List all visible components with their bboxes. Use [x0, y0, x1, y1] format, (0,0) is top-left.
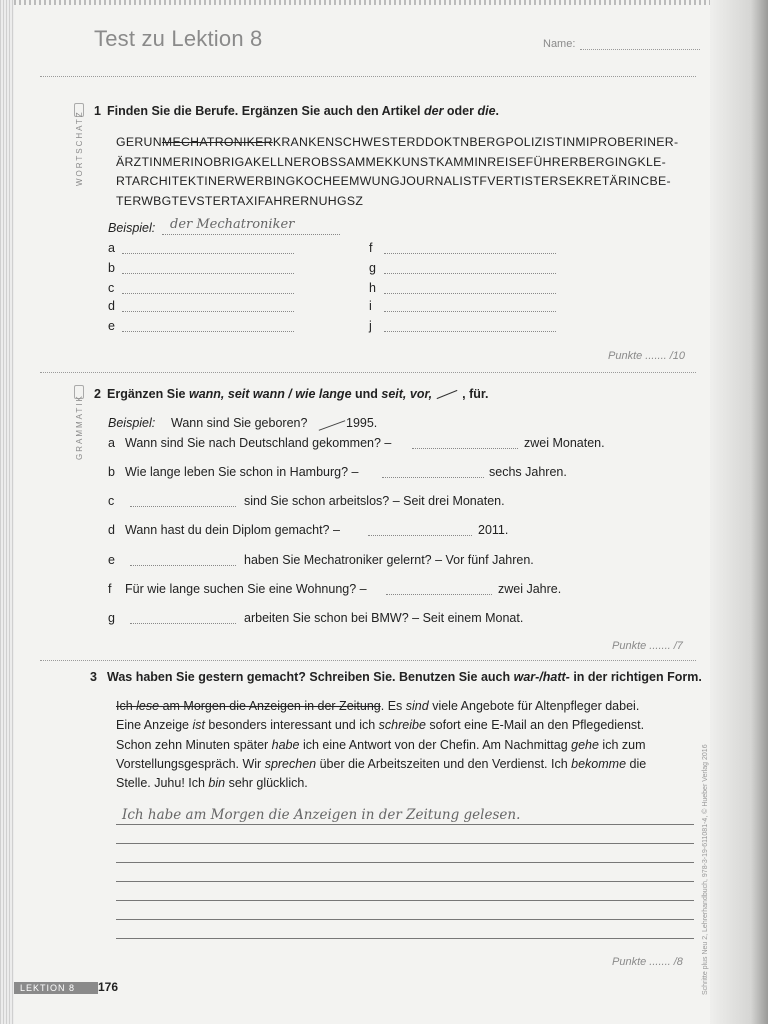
item-g-text: arbeiten Sie schon bei BMW? – Seit einem Monat.: [244, 611, 524, 625]
example-label: Beispiel:: [108, 416, 156, 430]
footer-lektion-badge: LEKTION 8: [14, 982, 98, 994]
writing-line-5[interactable]: [116, 900, 694, 901]
item-b-end: sechs Jahren.: [489, 465, 567, 479]
answer-line-d[interactable]: [122, 311, 294, 312]
para-line-1: [116, 697, 646, 716]
item-e-text: haben Sie Mechatroniker gelernt? – Vor fünf Jahren.: [244, 553, 534, 567]
example-dash-mark: [319, 420, 346, 431]
blank-g[interactable]: [130, 623, 236, 624]
grid-crossed-word: MECHATRONIKER: [161, 135, 273, 149]
para-line-4: [116, 755, 646, 774]
grid-pre: GERUN: [116, 135, 162, 149]
verb-sind: sind: [405, 699, 429, 713]
instr-end: in der richtigen Form.: [569, 670, 702, 684]
copyright-notice: Schritte plus Neu 2, Lehrerhandbuch, 978-3-19-611081-4, © Hueber Verlag 2016: [702, 744, 709, 995]
grid-rest: KRANKENSCHWESTERDDOKTNBERGPOLIZISTINMIPROBERINER-: [272, 135, 679, 149]
exercise-1-instruction: [107, 104, 499, 118]
answer-line-h[interactable]: [384, 293, 556, 294]
verb-ist: ist: [192, 718, 205, 733]
letter-j: j: [369, 319, 372, 333]
t: Stelle. Juhu! Ich: [116, 776, 209, 791]
letter-f: f: [369, 241, 373, 255]
answer-line-g[interactable]: [384, 273, 556, 274]
writing-line-2[interactable]: [116, 843, 694, 844]
exercise-3-paragraph: [116, 697, 646, 793]
name-label: Name:: [543, 38, 576, 50]
letter-g: g: [369, 261, 376, 275]
verb-lese: lese: [136, 699, 160, 713]
blank-a[interactable]: [412, 448, 518, 449]
exercise-3-number: 3: [90, 670, 97, 684]
t: ich eine Antwort von der Chefin. Am Nachmittag: [299, 737, 572, 752]
item-letter: f: [108, 582, 112, 596]
para-line-5: [116, 774, 646, 793]
letter-a: a: [108, 241, 115, 255]
item-a-end: zwei Monaten.: [524, 436, 605, 450]
t: sofort eine E-Mail an den Pflegedienst.: [425, 718, 645, 733]
letter-b: b: [108, 261, 115, 275]
letter-i: i: [369, 299, 372, 313]
strike-slash: [437, 390, 458, 399]
exercise-2-number: 2: [94, 387, 101, 401]
item-b-question: Wie lange leben Sie schon in Hamburg? –: [125, 465, 359, 479]
t: viele Angebote für Altenpfleger dabei.: [428, 699, 640, 713]
right-page-shadow: [710, 0, 768, 1024]
item-f-end: zwei Jahre.: [498, 582, 562, 596]
blank-e[interactable]: [130, 565, 236, 566]
page-title: Test zu Lektion 8: [94, 26, 263, 51]
writing-line-7[interactable]: [116, 938, 694, 939]
example-handwritten-answer: der Mechatroniker: [170, 217, 295, 232]
t: Vorstellungsgespräch. Wir: [116, 756, 265, 771]
t: Schon zehn Minuten später: [116, 737, 272, 752]
item-d-question: Wann hast du dein Diplom gemacht? –: [125, 523, 340, 537]
exercise-3-instruction: [107, 670, 702, 684]
side-label-wortschatz: WORTSCHATZ: [75, 110, 84, 186]
item-letter: d: [108, 523, 115, 537]
t: . Es: [380, 699, 406, 713]
letter-c: c: [108, 281, 115, 295]
verb-sprechen: sprechen: [264, 756, 317, 771]
letter-h: h: [369, 281, 376, 295]
top-dotted-border: [14, 0, 710, 5]
instr-der: der: [423, 104, 444, 118]
example-question: Wann sind Sie geboren?: [171, 416, 308, 430]
instr-die: die: [477, 104, 496, 118]
grid-line-2: ÄRZTINMERINOBRIGAKELLNEROBSSAMMEKKUNSTKAMMINREISEFÜHRERBERGINGKLE-: [116, 154, 667, 169]
instr-war-hatt: war-/hatt-: [513, 670, 570, 684]
item-a-question: Wann sind Sie nach Deutschland gekommen? –: [125, 436, 392, 450]
exercise-1-number: 1: [94, 104, 101, 118]
instr-text: Ergänzen Sie: [107, 387, 189, 401]
instr-text: Finden Sie die Berufe. Ergänzen Sie auch den Artikel: [107, 104, 424, 118]
crossed-sentence: [116, 699, 381, 713]
t: Eine Anzeige: [116, 718, 193, 733]
answer-line-e[interactable]: [122, 331, 294, 332]
verb-bekomme: bekomme: [571, 756, 627, 771]
t: ich zum: [598, 737, 646, 752]
handwritten-example-answer: Ich habe am Morgen die Anzeigen in der Zeitung gelesen.: [122, 807, 521, 823]
item-letter: b: [108, 465, 115, 479]
para-line-3: [116, 736, 646, 755]
item-letter: a: [108, 436, 115, 450]
ex2-points: Punkte ....... /7: [612, 640, 683, 652]
instr-words: wann, seit wann / wie lange: [188, 387, 352, 401]
side-label-grammatik: GRAMMATIK: [75, 394, 84, 460]
verb-gehe: gehe: [571, 737, 599, 752]
section-divider: [40, 372, 696, 373]
verb-bin: bin: [208, 776, 226, 791]
blank-c[interactable]: [130, 506, 236, 507]
instr-oder: oder: [443, 104, 478, 118]
letter-e: e: [108, 319, 115, 333]
instr-fuer: , für.: [462, 387, 489, 401]
item-f-question: Für wie lange suchen Sie eine Wohnung? –: [125, 582, 367, 596]
t: sehr glücklich.: [225, 776, 308, 791]
section-divider: [40, 660, 696, 661]
example-line: [162, 234, 340, 235]
answer-line-c[interactable]: [122, 293, 294, 294]
name-field-line[interactable]: [580, 49, 700, 50]
grid-line-3: RTARCHITEKTINERWERBINGKOCHEEMWUNGJOURNALISTFVERTISTERSEKRETÄRINCBE-: [116, 174, 671, 188]
answer-line-i[interactable]: [384, 311, 556, 312]
t: am Morgen die Anzeigen in der Zeitung: [159, 699, 381, 713]
page-number: 176: [98, 980, 119, 994]
grid-line-4: TERWBGTEVSTERTAXIFAHRERNUHGSZ: [116, 193, 364, 208]
letter-d: d: [108, 299, 115, 313]
word-search-grid: [116, 133, 678, 211]
example-year: 1995.: [346, 416, 378, 430]
answer-line-j[interactable]: [384, 331, 556, 332]
instr-und: und: [351, 387, 382, 401]
ex1-points: Punkte ....... /10: [608, 350, 686, 362]
left-binding-edge: [0, 0, 14, 1024]
para-line-2: [116, 716, 646, 735]
answer-line-f[interactable]: [384, 253, 556, 254]
instr-end: .: [495, 104, 500, 118]
answer-line-b[interactable]: [122, 273, 294, 274]
t: besonders interessant und ich: [204, 718, 379, 733]
section-divider: [40, 76, 696, 77]
t: über die Arbeitszeiten und den Verdienst. Ich: [316, 756, 572, 771]
t: die: [626, 756, 647, 771]
blank-d[interactable]: [368, 535, 472, 536]
exercise-2-instruction: [107, 387, 489, 401]
writing-line-1[interactable]: [116, 824, 694, 825]
item-letter: e: [108, 553, 115, 567]
writing-line-4[interactable]: [116, 881, 694, 882]
writing-line-6[interactable]: [116, 919, 694, 920]
instr-preps: seit, vor,: [381, 387, 433, 401]
t: Ich: [116, 699, 137, 713]
blank-b[interactable]: [382, 477, 484, 478]
writing-line-3[interactable]: [116, 862, 694, 863]
item-letter: g: [108, 611, 115, 625]
verb-schreibe: schreibe: [378, 718, 426, 733]
ex3-points: Punkte ....... /8: [612, 956, 683, 968]
item-letter: c: [108, 494, 115, 508]
answer-line-a[interactable]: [122, 253, 294, 254]
blank-f[interactable]: [386, 594, 492, 595]
grid-line-1: [116, 133, 678, 153]
example-label: Beispiel:: [108, 221, 156, 235]
item-d-end: 2011.: [478, 523, 509, 537]
instr-text: Was haben Sie gestern gemacht? Schreiben Sie. Benutzen Sie auch: [107, 670, 514, 684]
verb-habe: habe: [271, 737, 300, 752]
item-c-text: sind Sie schon arbeitslos? – Seit drei Monaten.: [244, 494, 505, 508]
